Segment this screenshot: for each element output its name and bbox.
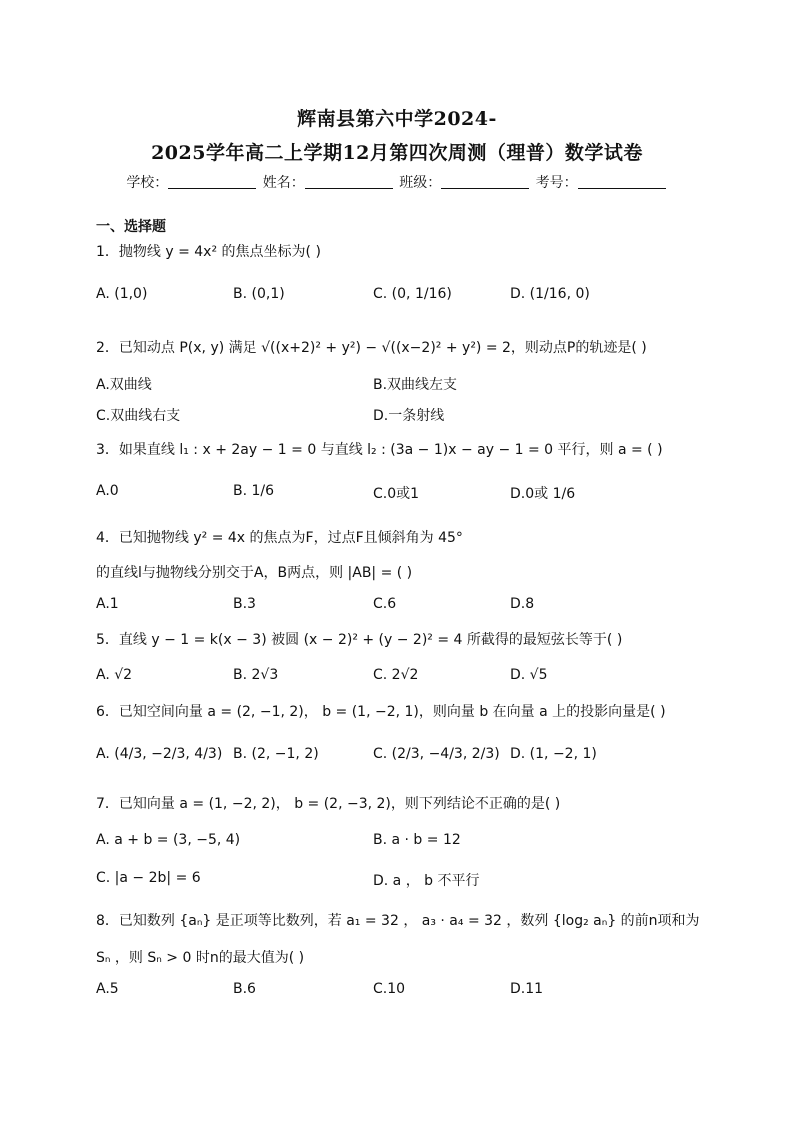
question-3-option-a: A.0 xyxy=(96,483,119,499)
question-2-option-a: A.双曲线 xyxy=(96,377,152,393)
question-5-option-a: A. √2 xyxy=(96,667,133,683)
question-6-option-c: C. (2/3, −4/3, 2/3) xyxy=(373,746,500,762)
question-1-option-a: A. (1,0) xyxy=(96,286,148,302)
exam-title-line1: 辉南县第六中学2024- xyxy=(297,108,497,130)
school-blank[interactable] xyxy=(168,175,256,189)
question-3-option-b: B. 1/6 xyxy=(233,483,275,499)
question-7-option-a: A. a + b = (3, −5, 4) xyxy=(96,832,241,848)
question-5-option-c: C. 2√2 xyxy=(373,667,419,683)
school-label: 学校： xyxy=(126,175,169,191)
student-info-line xyxy=(0,172,794,192)
question-8-option-b: B.6 xyxy=(233,981,256,997)
question-1-option-c: C. (0, 1/16) xyxy=(373,286,452,302)
question-2-option-b: B.双曲线左支 xyxy=(373,377,458,393)
question-7-option-b: B. a · b = 12 xyxy=(373,832,461,848)
question-6-option-a: A. (4/3, −2/3, 4/3) xyxy=(96,746,223,762)
question-2-stem: 2．已知动点 P(x, y) 满足 √((x+2)² + y²) − √((x−2)² + y²) = 2，则动点P的轨迹是( ) xyxy=(96,340,647,356)
question-8-stem-line1: 8．已知数列 {aₙ} 是正项等比数列，若 a₁ = 32 ， a₃ · a₄ = 32 ，数列 {log₂ aₙ} 的前n项和为 xyxy=(96,913,700,929)
question-8-option-d: D.11 xyxy=(510,981,544,997)
question-4-option-d: D.8 xyxy=(510,596,535,612)
question-2-option-d: D.一条射线 xyxy=(373,408,445,424)
question-7-stem: 7．已知向量 a = (1, −2, 2)， b = (2, −3, 2)，则下列结论不正确的是( ) xyxy=(96,796,561,812)
class-blank[interactable] xyxy=(441,175,529,189)
question-1-option-d: D. (1/16, 0) xyxy=(510,286,590,302)
question-4-option-c: C.6 xyxy=(373,596,397,612)
question-7-option-c: C. |a − 2b| = 6 xyxy=(96,870,201,886)
question-7-option-d: D. a ， b 不平行 xyxy=(373,873,480,889)
exam-number-blank[interactable] xyxy=(578,175,666,189)
question-3-option-c: C.0或1 xyxy=(373,486,420,502)
question-4-stem-line1: 4．已知抛物线 y² = 4x 的焦点为F，过点F且倾斜角为 45° xyxy=(96,530,463,546)
exam-number-label: 考号： xyxy=(535,175,578,191)
question-2-option-c: C.双曲线右支 xyxy=(96,408,181,424)
question-4-option-b: B.3 xyxy=(233,596,256,612)
question-8-stem-line2: Sₙ ，则 Sₙ > 0 时n的最大值为( ) xyxy=(96,950,305,966)
question-5-option-d: D. √5 xyxy=(510,667,548,683)
question-1-option-b: B. (0,1) xyxy=(233,286,285,302)
question-8-option-a: A.5 xyxy=(96,981,119,997)
section-heading: 一、选择题 xyxy=(96,219,166,235)
question-3-option-d: D.0或 1/6 xyxy=(510,486,576,502)
question-5-option-b: B. 2√3 xyxy=(233,667,279,683)
question-3-stem: 3．如果直线 l₁ : x + 2ay − 1 = 0 与直线 l₂ : (3a − 1)x − ay − 1 = 0 平行，则 a = ( ) xyxy=(96,442,663,458)
class-label: 班级： xyxy=(399,175,442,191)
question-4-stem-line2: 的直线l与抛物线分别交于A，B两点，则 |AB| = ( ) xyxy=(96,565,413,581)
name-label: 姓名： xyxy=(262,175,305,191)
question-4-option-a: A.1 xyxy=(96,596,119,612)
question-8-option-c: C.10 xyxy=(373,981,406,997)
name-blank[interactable] xyxy=(305,175,393,189)
question-6-option-b: B. (2, −1, 2) xyxy=(233,746,319,762)
question-6-stem: 6．已知空间向量 a = (2, −1, 2)， b = (1, −2, 1)，则向量 b 在向量 a 上的投影向量是( ) xyxy=(96,704,666,720)
exam-title-line2: 2025学年高二上学期12月第四次周测（理普）数学试卷 xyxy=(151,142,643,164)
question-5-stem: 5．直线 y − 1 = k(x − 3) 被圆 (x − 2)² + (y − 2)² = 4 所截得的最短弦长等于( ) xyxy=(96,632,623,648)
question-1-stem: 1．抛物线 y = 4x² 的焦点坐标为( ) xyxy=(96,244,321,260)
question-6-option-d: D. (1, −2, 1) xyxy=(510,746,597,762)
